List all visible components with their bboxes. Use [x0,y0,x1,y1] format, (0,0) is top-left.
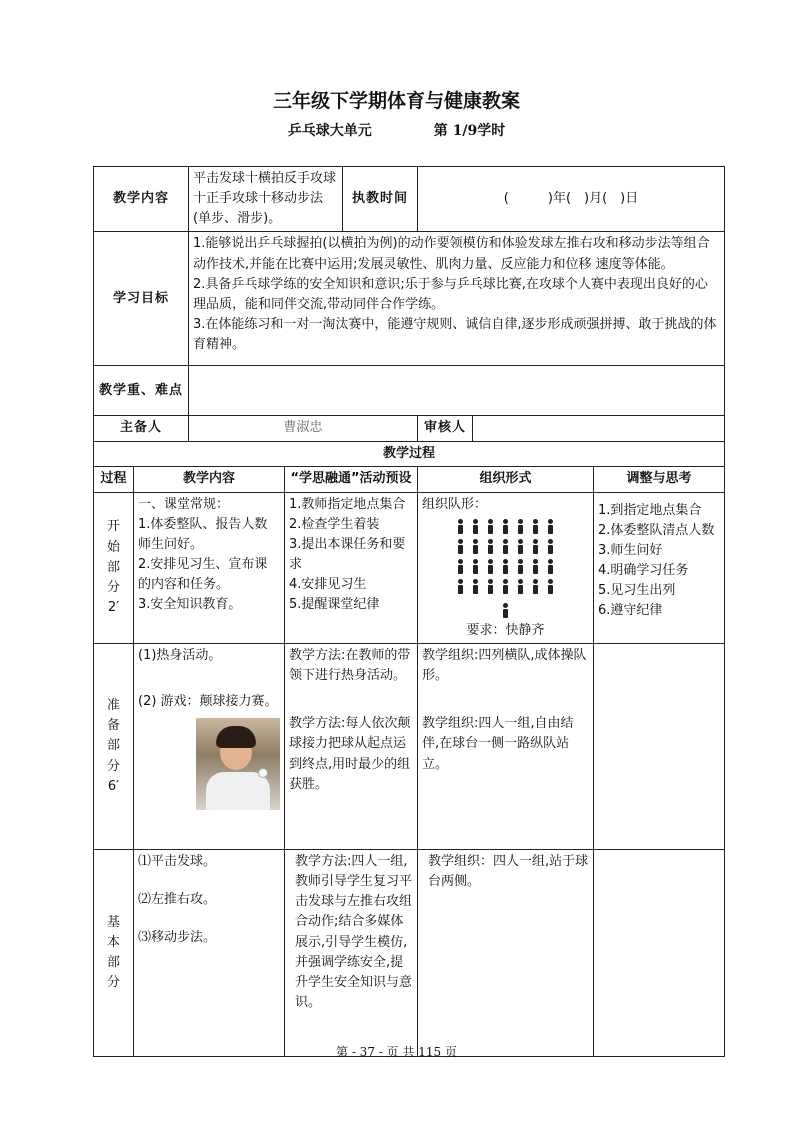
student-figure-icon [532,539,539,554]
header-organization: 组织形式 [418,466,594,492]
student-figure-icon [457,559,464,574]
student-figure-icon [487,519,494,534]
teacher-row [422,603,589,621]
student-figure-icon [502,579,509,594]
basic-section-row [94,849,725,1056]
student-figure-icon [547,559,554,574]
start-section-row [94,492,725,643]
student-figure-icon [457,579,464,594]
staff-row [94,416,725,441]
unit-name: 乒乓球大单元 [287,123,372,139]
goals-label: 学习目标 [94,232,189,366]
student-figure-icon [517,579,524,594]
content-label: 教学内容 [94,167,189,232]
student-row [422,559,589,579]
student-figure-icon [547,539,554,554]
student-figure-icon [472,519,479,534]
basic-reflection [594,849,725,1056]
prepare-section-row [94,643,725,849]
content-value: 平击发球十横拍反手攻球十正手攻球十移动步法(单步、滑步)。 [189,167,343,232]
basic-activity: 教学方法:四人一组,教师引导学生复习平击发球与左推右攻组合动作;结合多媒体展示,引导学生模仿,并强调学练安全,提升学生安全知识与意识。 [285,849,418,1056]
process-title-row [94,441,725,466]
goal-item: 2.具备乒乓球学练的安全知识和意识;乐于参与乒乓球比赛,在攻球个人赛中表现出良好的心理品质，能和同伴交流,带动同伴合作学练。 [193,276,708,312]
preparer-name: 曹淑忠 [189,416,418,441]
student-figure-icon [487,559,494,574]
basic-stage-label: 基 本 部 分 [94,849,134,1056]
key-points-label: 教学重、难点 [94,366,189,416]
student-figure-icon [532,519,539,534]
reviewer-name [473,416,725,441]
student-figure-icon [532,559,539,574]
student-figure-icon [502,539,509,554]
key-points-value [189,366,725,416]
student-figure-icon [472,579,479,594]
content-row [94,167,725,232]
student-figure-icon [457,539,464,554]
lesson-plan-table [93,166,725,1057]
time-value: ( )年( )月( )日 [418,167,725,232]
student-row [422,579,589,599]
student-figure-icon [517,519,524,534]
time-label: 执教时间 [343,167,418,232]
header-reflection: 调整与思考 [594,466,725,492]
basic-organization: 教学组织：四人一组,站于球台两侧。 [418,849,594,1056]
student-row [422,519,589,539]
goal-item: 3.在体能练习和一对一淘汰赛中，能遵守规则、诚信自律,逐步形成顽强拼搏、敢于挑战的体育精神。 [193,316,717,353]
preparer-label: 主备人 [94,416,189,441]
start-reflection: 1.到指定地点集合 2.体委整队清点人数 3.师生问好 4.明确学习任务 5.见习生出列 6.遵守纪律 [594,492,725,643]
student-figure-icon [487,539,494,554]
student-figure-icon [517,559,524,574]
basic-content: ⑴平击发球。 ⑵左推右攻。 ⑶移动步法。 [134,849,285,1056]
page-title: 三年级下学期体育与健康教案 [272,90,520,112]
reviewer-label: 审核人 [418,416,473,441]
process-header-row [94,466,725,492]
goal-item: 1.能够说出乒乓球握拍(以横拍为例)的动作要领模仿和体验发球左推右攻和移动步法等组合动作技术,并能在比赛中运用;发展灵敏性、肌肉力量、反应能力和位移 速度等体能。 [193,236,710,272]
start-activity: 1.教师指定地点集合 2.检查学生着装 3.提出本课任务和要求 4.安排见习生 5.提醒课堂纪律 [285,492,418,643]
page-footer: 第 - 37 - 页 共 115 页 [336,1045,457,1059]
student-figure-icon [457,519,464,534]
prepare-activity: 教学方法:在教师的带领下进行热身活动。 教学方法:每人依次颠球接力把球从起点运到终点,用时最少的组获胜。 [285,643,418,849]
formation-diagram [422,519,589,621]
lesson-number: 第 1/9学时 [433,123,506,139]
student-juggling-ball-photo [196,718,280,810]
student-figure-icon [502,559,509,574]
start-organization [418,492,594,643]
student-figure-icon [472,559,479,574]
goals-text [189,232,725,366]
header-content: 教学内容 [134,466,285,492]
prepare-stage-label: 准 备 部 分 6′ [94,643,134,849]
student-figure-icon [517,539,524,554]
start-content: 一、课堂常规： 1.体委整队、报告人数师生问好。 2.安排见习生、宣布课的内容和任务。 3.安全知识教育。 [134,492,285,643]
teacher-figure-icon [502,603,509,618]
student-row [422,539,589,559]
prepare-content: (1)热身活动。 (2) 游戏：颠球接力赛。 [134,643,285,849]
student-figure-icon [472,539,479,554]
student-figure-icon [502,519,509,534]
student-figure-icon [487,579,494,594]
key-points-row [94,366,725,416]
subtitle [0,120,793,140]
header-activity: “学思融通”活动预设 [285,466,418,492]
student-figure-icon [547,579,554,594]
prepare-reflection [594,643,725,849]
process-title: 教学过程 [94,441,725,466]
formation-title: 组织队形： [422,496,488,512]
header-stage: 过程 [94,466,134,492]
goals-row [94,232,725,366]
student-figure-icon [547,519,554,534]
formation-requirement: 要求：快静齐 [466,622,545,638]
prepare-organization: 教学组织:四列横队,成体操队形。 教学组织:四人一组,自由结伴,在球台一侧一路纵队站立。 [418,643,594,849]
student-figure-icon [532,579,539,594]
start-stage-label: 开 始 部 分 2′ [94,492,134,643]
